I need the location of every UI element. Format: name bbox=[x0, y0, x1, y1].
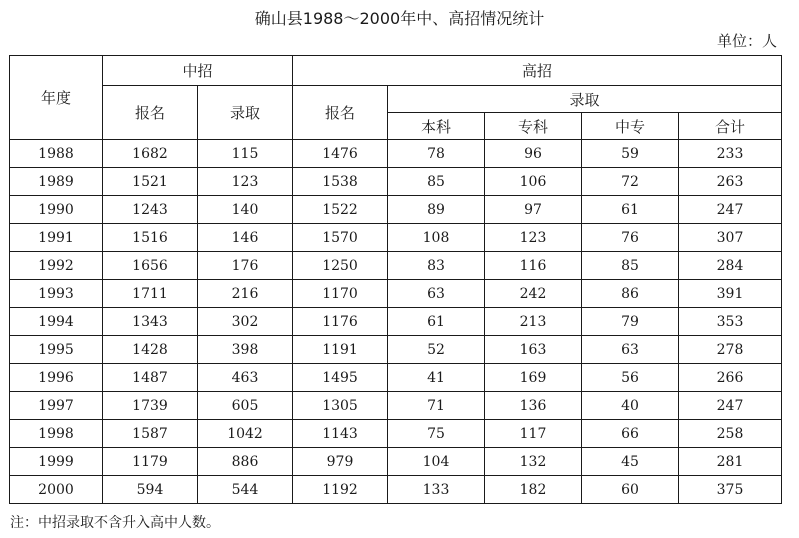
zz-luqu-cell: 1042 bbox=[198, 420, 293, 448]
zz-luqu-cell: 146 bbox=[198, 224, 293, 252]
zhongzhuan-cell: 45 bbox=[582, 448, 679, 476]
gz-baoming-cell: 1305 bbox=[293, 392, 388, 420]
table-row bbox=[10, 364, 782, 392]
table-row bbox=[10, 196, 782, 224]
table-row bbox=[10, 252, 782, 280]
zhuanke-cell: 106 bbox=[485, 168, 582, 196]
header-zz-luqu: 录取 bbox=[198, 86, 293, 140]
year-cell: 1999 bbox=[10, 448, 103, 476]
gz-baoming-cell: 1570 bbox=[293, 224, 388, 252]
unit-label: 单位：人 bbox=[716, 32, 777, 50]
year-cell: 1995 bbox=[10, 336, 103, 364]
zz-luqu-cell: 123 bbox=[198, 168, 293, 196]
zz-baoming-cell: 1711 bbox=[103, 280, 198, 308]
heji-cell: 284 bbox=[679, 252, 782, 280]
year-cell: 1988 bbox=[10, 140, 103, 168]
zhongzhuan-cell: 61 bbox=[582, 196, 679, 224]
zz-baoming-cell: 1656 bbox=[103, 252, 198, 280]
header-zhongzhao: 中招 bbox=[103, 56, 293, 86]
zz-baoming-cell: 1343 bbox=[103, 308, 198, 336]
header-gz-luqu: 录取 bbox=[388, 86, 782, 113]
gz-baoming-cell: 1170 bbox=[293, 280, 388, 308]
header-zhongzhuan: 中专 bbox=[582, 113, 679, 140]
footnote: 注：中招录取不含升入高中人数。 bbox=[10, 515, 220, 531]
table-row bbox=[10, 280, 782, 308]
zz-baoming-cell: 1682 bbox=[103, 140, 198, 168]
heji-cell: 353 bbox=[679, 308, 782, 336]
header-benke: 本科 bbox=[388, 113, 485, 140]
zz-luqu-cell: 605 bbox=[198, 392, 293, 420]
header-gz-baoming: 报名 bbox=[293, 86, 388, 140]
zz-baoming-cell: 1587 bbox=[103, 420, 198, 448]
year-cell: 1989 bbox=[10, 168, 103, 196]
zhongzhuan-cell: 59 bbox=[582, 140, 679, 168]
benke-cell: 108 bbox=[388, 224, 485, 252]
zhuanke-cell: 116 bbox=[485, 252, 582, 280]
year-cell: 1998 bbox=[10, 420, 103, 448]
zhongzhuan-cell: 79 bbox=[582, 308, 679, 336]
zhongzhuan-cell: 76 bbox=[582, 224, 679, 252]
heji-cell: 247 bbox=[679, 196, 782, 224]
benke-cell: 71 bbox=[388, 392, 485, 420]
zhuanke-cell: 213 bbox=[485, 308, 582, 336]
zhuanke-cell: 169 bbox=[485, 364, 582, 392]
gz-baoming-cell: 1176 bbox=[293, 308, 388, 336]
heji-cell: 278 bbox=[679, 336, 782, 364]
table-row bbox=[10, 308, 782, 336]
header-zhuanke: 专科 bbox=[485, 113, 582, 140]
benke-cell: 89 bbox=[388, 196, 485, 224]
statistics-table bbox=[9, 55, 782, 504]
heji-cell: 266 bbox=[679, 364, 782, 392]
zz-luqu-cell: 463 bbox=[198, 364, 293, 392]
zhongzhuan-cell: 60 bbox=[582, 476, 679, 504]
table-row bbox=[10, 392, 782, 420]
table-row bbox=[10, 448, 782, 476]
zhuanke-cell: 136 bbox=[485, 392, 582, 420]
table-row bbox=[10, 420, 782, 448]
header-heji: 合计 bbox=[679, 113, 782, 140]
heji-cell: 307 bbox=[679, 224, 782, 252]
heji-cell: 391 bbox=[679, 280, 782, 308]
gz-baoming-cell: 1495 bbox=[293, 364, 388, 392]
year-cell: 1994 bbox=[10, 308, 103, 336]
zhuanke-cell: 163 bbox=[485, 336, 582, 364]
zhuanke-cell: 123 bbox=[485, 224, 582, 252]
year-cell: 1997 bbox=[10, 392, 103, 420]
zz-baoming-cell: 1516 bbox=[103, 224, 198, 252]
zz-luqu-cell: 302 bbox=[198, 308, 293, 336]
zhongzhuan-cell: 72 bbox=[582, 168, 679, 196]
gz-baoming-cell: 1538 bbox=[293, 168, 388, 196]
heji-cell: 281 bbox=[679, 448, 782, 476]
zhongzhuan-cell: 56 bbox=[582, 364, 679, 392]
year-cell: 1993 bbox=[10, 280, 103, 308]
zhuanke-cell: 96 bbox=[485, 140, 582, 168]
heji-cell: 258 bbox=[679, 420, 782, 448]
zhongzhuan-cell: 63 bbox=[582, 336, 679, 364]
heji-cell: 375 bbox=[679, 476, 782, 504]
heji-cell: 263 bbox=[679, 168, 782, 196]
table-row bbox=[10, 476, 782, 504]
zz-luqu-cell: 115 bbox=[198, 140, 293, 168]
zhongzhuan-cell: 66 bbox=[582, 420, 679, 448]
benke-cell: 61 bbox=[388, 308, 485, 336]
table-body bbox=[10, 140, 782, 504]
table-row bbox=[10, 140, 782, 168]
year-cell: 1996 bbox=[10, 364, 103, 392]
zz-baoming-cell: 1243 bbox=[103, 196, 198, 224]
gz-baoming-cell: 1192 bbox=[293, 476, 388, 504]
gz-baoming-cell: 1250 bbox=[293, 252, 388, 280]
zhongzhuan-cell: 86 bbox=[582, 280, 679, 308]
benke-cell: 133 bbox=[388, 476, 485, 504]
table-row bbox=[10, 336, 782, 364]
zhuanke-cell: 242 bbox=[485, 280, 582, 308]
gz-baoming-cell: 1143 bbox=[293, 420, 388, 448]
benke-cell: 52 bbox=[388, 336, 485, 364]
zz-luqu-cell: 886 bbox=[198, 448, 293, 476]
year-cell: 1990 bbox=[10, 196, 103, 224]
year-cell: 1991 bbox=[10, 224, 103, 252]
gz-baoming-cell: 1476 bbox=[293, 140, 388, 168]
zhuanke-cell: 182 bbox=[485, 476, 582, 504]
benke-cell: 85 bbox=[388, 168, 485, 196]
benke-cell: 83 bbox=[388, 252, 485, 280]
zz-baoming-cell: 594 bbox=[103, 476, 198, 504]
zhuanke-cell: 132 bbox=[485, 448, 582, 476]
heji-cell: 247 bbox=[679, 392, 782, 420]
gz-baoming-cell: 1191 bbox=[293, 336, 388, 364]
zhongzhuan-cell: 85 bbox=[582, 252, 679, 280]
year-cell: 1992 bbox=[10, 252, 103, 280]
benke-cell: 104 bbox=[388, 448, 485, 476]
zhongzhuan-cell: 40 bbox=[582, 392, 679, 420]
zz-luqu-cell: 176 bbox=[198, 252, 293, 280]
zz-baoming-cell: 1739 bbox=[103, 392, 198, 420]
zz-baoming-cell: 1179 bbox=[103, 448, 198, 476]
zz-luqu-cell: 398 bbox=[198, 336, 293, 364]
header-gaozhao: 高招 bbox=[293, 56, 782, 86]
zz-baoming-cell: 1428 bbox=[103, 336, 198, 364]
table-row bbox=[10, 168, 782, 196]
page-title: 确山县1988～2000年中、高招情况统计 bbox=[254, 9, 545, 28]
header-year: 年度 bbox=[10, 56, 103, 140]
year-cell: 2000 bbox=[10, 476, 103, 504]
zz-luqu-cell: 216 bbox=[198, 280, 293, 308]
header-zz-baoming: 报名 bbox=[103, 86, 198, 140]
gz-baoming-cell: 1522 bbox=[293, 196, 388, 224]
benke-cell: 78 bbox=[388, 140, 485, 168]
zhuanke-cell: 97 bbox=[485, 196, 582, 224]
heji-cell: 233 bbox=[679, 140, 782, 168]
zz-baoming-cell: 1521 bbox=[103, 168, 198, 196]
gz-baoming-cell: 979 bbox=[293, 448, 388, 476]
zhuanke-cell: 117 bbox=[485, 420, 582, 448]
zz-baoming-cell: 1487 bbox=[103, 364, 198, 392]
zz-luqu-cell: 544 bbox=[198, 476, 293, 504]
benke-cell: 41 bbox=[388, 364, 485, 392]
zz-luqu-cell: 140 bbox=[198, 196, 293, 224]
table-row bbox=[10, 224, 782, 252]
benke-cell: 75 bbox=[388, 420, 485, 448]
benke-cell: 63 bbox=[388, 280, 485, 308]
